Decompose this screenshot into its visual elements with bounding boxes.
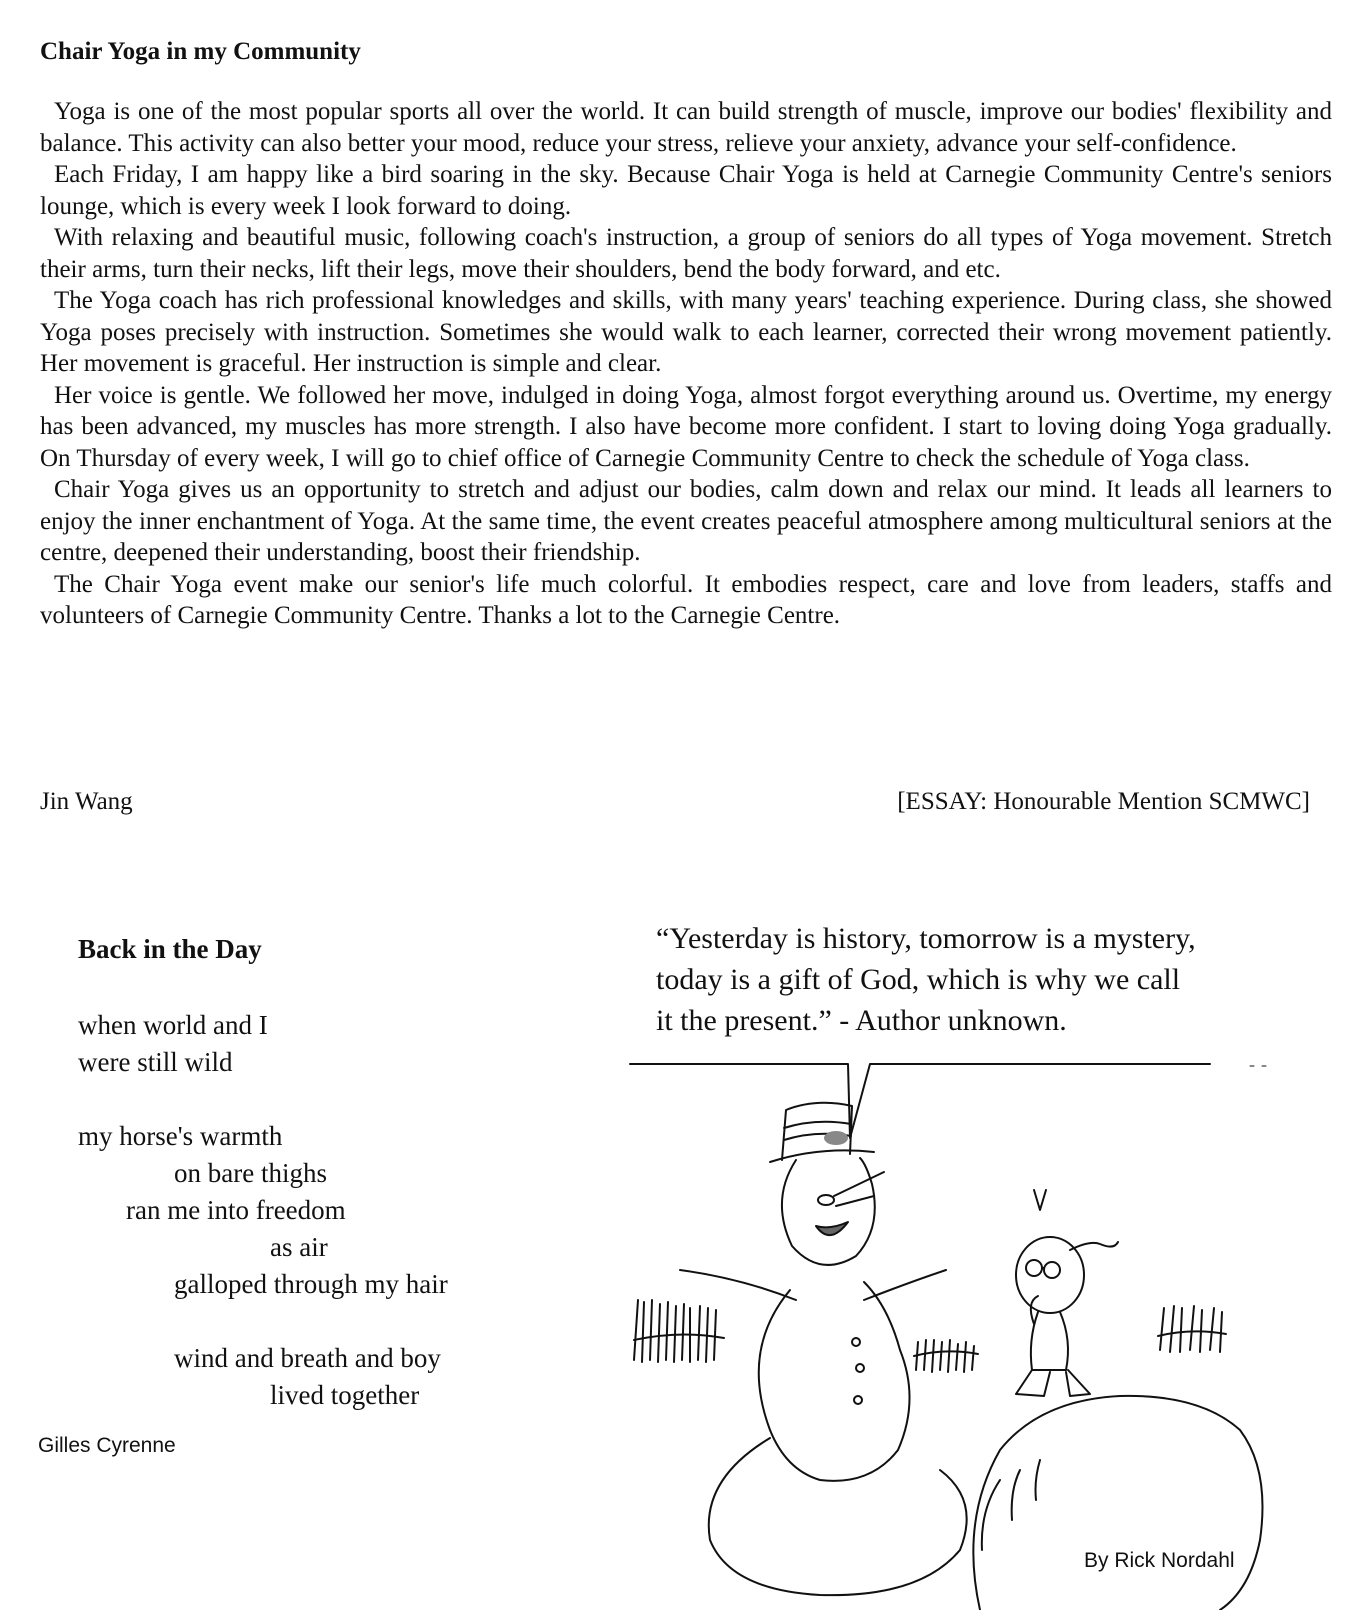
- quote-line: “Yesterday is history, tomorrow is a mystery,: [656, 922, 1196, 955]
- poem-line: were still wild: [78, 1047, 233, 1077]
- quote-line: it the present.” - Author unknown.: [656, 1004, 1067, 1037]
- fence-left-icon: [634, 1300, 724, 1362]
- stanza-break: [78, 1081, 598, 1118]
- poem-line: as air: [270, 1232, 328, 1262]
- cartoon-credit: By Rick Nordahl: [1084, 1549, 1235, 1572]
- poem-line: wind and breath and boy: [174, 1343, 441, 1373]
- poem-line: galloped through my hair: [174, 1269, 448, 1299]
- poem-title: Back in the Day: [78, 934, 262, 964]
- poem-section: [78, 934, 598, 1414]
- thinking-figure-icon: [973, 1190, 1262, 1610]
- quote-line: today is a gift of God, which is why we call: [656, 963, 1181, 996]
- poem-line: ran me into freedom: [126, 1195, 346, 1225]
- essay-paragraph: The Yoga coach has rich professional knowledges and skills, with many years' teaching experience. During class, she showed Yoga poses precisely with instruction. Sometimes she would walk to each learner, corrected their wrong movement patiently. Her movement is graceful. Her instruction is simple and clear.: [40, 287, 1332, 377]
- fence-middle-icon: [914, 1340, 978, 1372]
- snowman-icon: [680, 1103, 967, 1595]
- poem-author: Gilles Cyrenne: [38, 1434, 176, 1457]
- essay-paragraph: Each Friday, I am happy like a bird soaring in the sky. Because Chair Yoga is held at Carnegie Community Centre's seniors lounge, which is every week I look forward to doing.: [40, 161, 1332, 220]
- essay-paragraph: With relaxing and beautiful music, following coach's instruction, a group of seniors do all types of Yoga movement. Stretch their arms, turn their necks, lift their legs, move their shoulders, bend the body forward, and etc.: [40, 224, 1332, 283]
- poem-line: my horse's warmth: [78, 1121, 283, 1151]
- essay-paragraph: Chair Yoga gives us an opportunity to stretch and adjust our bodies, calm down and relax our mind. It leads all learners to enjoy the inner enchantment of Yoga. At the same time, the event creates peaceful atmosphere among multicultural seniors at the centre, deepened their understanding, boost their friendship.: [40, 476, 1332, 566]
- essay-title: Chair Yoga in my Community: [40, 38, 361, 65]
- essay-body: [40, 96, 1332, 632]
- speech-bubble-line: [630, 1064, 1210, 1138]
- essay-paragraph: Yoga is one of the most popular sports all over the world. It can build strength of muscle, improve our bodies' flexibility and balance. This activity can also better your mood, reduce your stress, relieve your anxiety, advance your self-confidence.: [40, 98, 1332, 157]
- essay-award: [ESSAY: Honourable Mention SCMWC]: [897, 788, 1310, 815]
- poem-line: lived together: [270, 1380, 420, 1410]
- quote-block: [656, 918, 1276, 1041]
- essay-author: Jin Wang: [40, 788, 133, 815]
- poem-line: on bare thighs: [174, 1158, 327, 1188]
- essay-section: [40, 38, 1332, 815]
- essay-paragraph: The Chair Yoga event make our senior's life much colorful. It embodies respect, care and love from leaders, staffs and volunteers of Carnegie Community Centre. Thanks a lot to the Carnegie Centre.: [40, 570, 1332, 629]
- cartoon-drawing-icon: [620, 1050, 1280, 1610]
- snowman-cartoon: [620, 1050, 1280, 1610]
- poem-line: when world and I: [78, 1010, 268, 1040]
- essay-paragraph: Her voice is gentle. We followed her move, indulged in doing Yoga, almost forgot everything around us. Overtime, my energy has been advanced, my muscles has more strength. I also have become more confident. I start to loving doing Yoga gradually. On Thursday of every week, I will go to chief office of Carnegie Community Centre to check the schedule of Yoga class.: [40, 381, 1332, 472]
- fence-right-icon: [1158, 1306, 1226, 1352]
- stanza-break: [78, 1303, 598, 1340]
